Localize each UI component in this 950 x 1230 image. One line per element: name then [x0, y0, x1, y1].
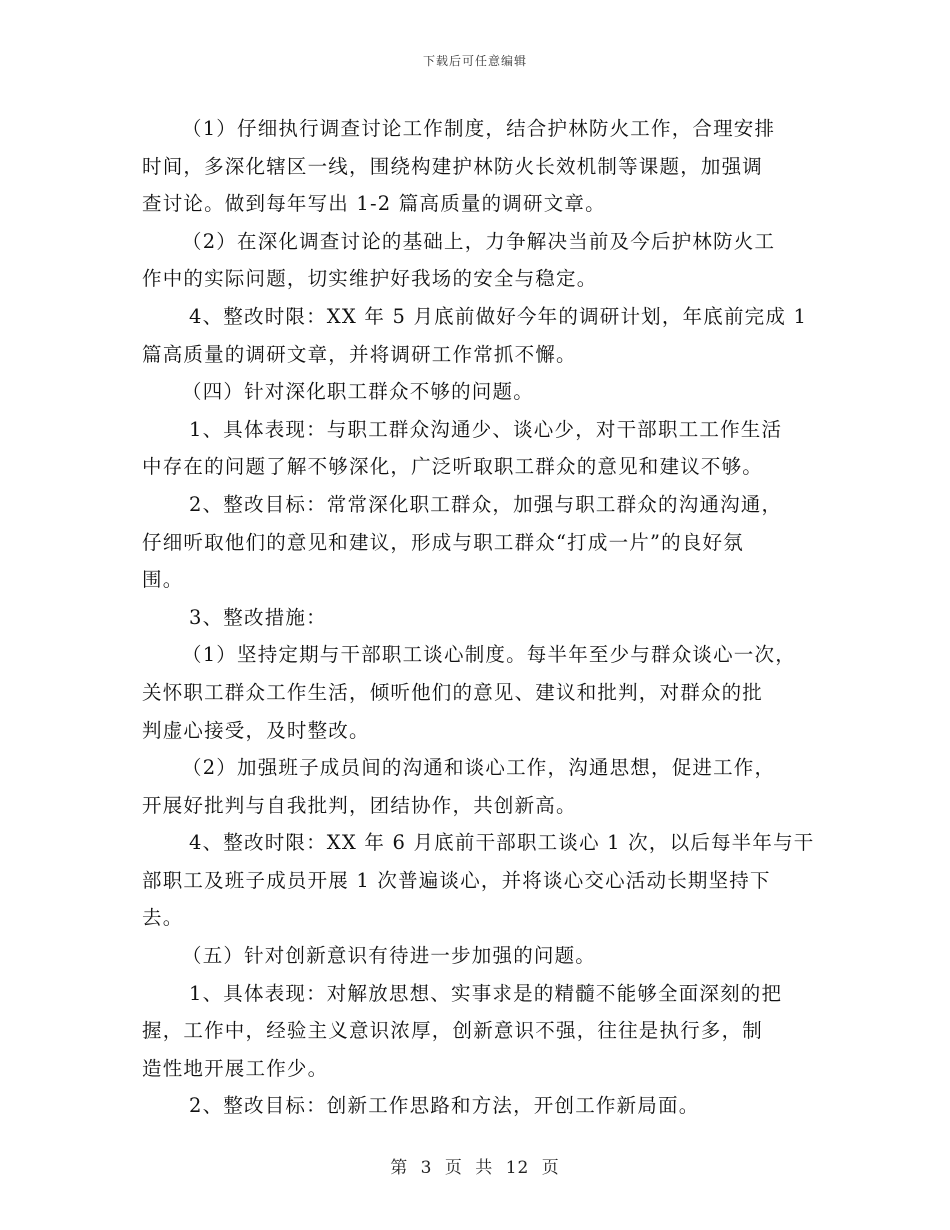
paragraph-line: （1）仔细执行调查讨论工作制度，结合护林防火工作，合理安排	[182, 117, 776, 140]
section-heading: （五）针对创新意识有待进一步加强的问题。	[182, 944, 597, 968]
paragraph-line: 4、整改时限：XX 年 5 月底前做好今年的调研计划，年底前完成 1	[189, 304, 808, 328]
paragraph-line: （2）加强班子成员间的沟通和谈心工作，沟通思想，促进工作，	[182, 756, 776, 780]
paragraph-line: 造性地开展工作少。	[142, 1056, 329, 1080]
header-note: 下载后可任意编辑	[422, 54, 527, 68]
paragraph-line: 围。	[142, 568, 184, 592]
paragraph-line: （2）在深化调查讨论的基础上，力争解决当前及今后护林防火工	[182, 229, 776, 253]
paragraph-line: 2、整改目标：创新工作思路和方法，开创工作新局面。	[189, 1094, 700, 1118]
paragraph-line: 中存在的问题了解不够深化，广泛听取职工群众的意见和建议不够。	[142, 455, 764, 479]
paragraph-line: 时间，多深化辖区一线，围绕构建护林防火长效机制等课题，加强调	[142, 154, 764, 178]
paragraph-line: （1）坚持定期与干部职工谈心制度。每半年至少与群众谈心一次，	[182, 643, 796, 667]
paragraph-line: 部职工及班子成员开展 1 次普遍谈心，并将谈心交心活动长期坚持下	[142, 868, 771, 892]
paragraph-line: 1、具体表现：对解放思想、实事求是的精髓不能够全面深刻的把	[189, 981, 783, 1005]
paragraph-line: 去。	[142, 906, 184, 930]
paragraph-line: 篇高质量的调研文章，并将调研工作常抓不懈。	[142, 342, 577, 366]
paragraph-line: 作中的实际问题，切实维护好我场的安全与稳定。	[142, 267, 598, 291]
paragraph-line: 判虚心接受，及时整改。	[142, 718, 370, 742]
paragraph-line: 1、具体表现：与职工群众沟通少、谈心少，对干部职工工作生活	[189, 417, 783, 441]
paragraph-line: 仔细听取他们的意见和建议，形成与职工群众“打成一片”的良好氛	[142, 530, 744, 554]
paragraph-line: 4、整改时限：XX 年 6 月底前干部职工谈心 1 次，以后每半年与干	[189, 831, 815, 855]
section-heading: （四）针对深化职工群众不够的问题。	[182, 380, 534, 404]
paragraph-line: 握，工作中，经验主义意识浓厚，创新意识不强，往往是执行多，制	[142, 1019, 764, 1043]
paragraph-line: 2、整改目标：常常深化职工群众，加强与职工群众的沟通沟通，	[189, 492, 783, 516]
paragraph-line: 3、整改措施：	[189, 605, 327, 629]
paragraph-line: 开展好批判与自我批判，团结协作，共创新高。	[142, 793, 577, 817]
body-text	[142, 110, 822, 1125]
paragraph-line: 关怀职工群众工作生活，倾听他们的意见、建议和批判，对群众的批	[142, 680, 764, 704]
page-number: 第 3 页 共 12 页	[390, 1158, 560, 1178]
paragraph-line: 查讨论。做到每年写出 1-2 篇高质量的调研文章。	[142, 192, 606, 216]
